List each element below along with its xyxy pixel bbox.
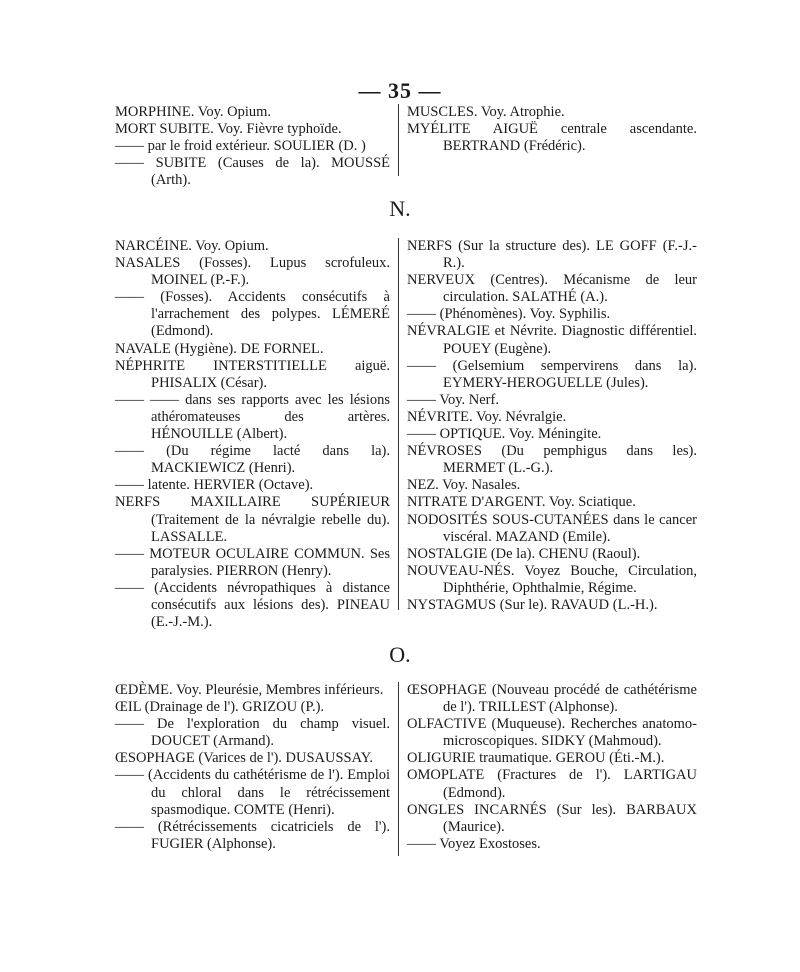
index-entry: NÉVRITE. Voy. Névralgie.: [407, 408, 567, 425]
index-entry: —— (Fosses). Accidents consécutifs à l'arrachement des polypes. LÉMERÉ (Edmond).: [115, 289, 390, 340]
index-entry: NERVEUX (Centres). Mécanisme de leur circulation. SALATHÉ (A.).: [407, 272, 697, 306]
section-n-left-column: [115, 238, 390, 631]
column-divider: [398, 104, 399, 176]
index-entry: OMOPLATE (Fractures de l'). LARTIGAU (Edmond).: [407, 767, 697, 801]
index-entry: NÉPHRITE INTERSTITIELLE aiguë. PHISALIX (César).: [115, 357, 390, 391]
index-entry: —— MOTEUR OCULAIRE COMMUN. Ses paralysies. PIERRON (Henry).: [115, 545, 390, 579]
index-entry: ŒDÈME. Voy. Pleurésie, Membres inférieurs.: [115, 682, 384, 698]
index-entry: NÉVROSES (Du pemphigus dans les). MERMET (L.-G.).: [407, 443, 697, 477]
index-entry: NITRATE D'ARGENT. Voy. Sciatique.: [407, 494, 636, 511]
section-m-right-column: [407, 104, 697, 155]
index-entry: —— —— dans ses rapports avec les lésions athéromateuses des artères. HÉNOUILLE (Albert).: [115, 391, 390, 443]
index-entry: MORPHINE. Voy. Opium.: [115, 104, 272, 120]
index-entry: ONGLES INCARNÉS (Sur les). BARBAUX (Maurice).: [407, 801, 697, 835]
index-entry: —— par le froid extérieur. SOULIER (D. ): [115, 138, 366, 155]
index-entry: NÉVRALGIE et Névrite. Diagnostic différentiel. POUEY (Eugène).: [407, 323, 697, 357]
index-entry: MUSCLES. Voy. Atrophie.: [407, 104, 565, 120]
index-entry: —— (Accidents du cathétérisme de l'). Emploi du chloral dans le rétrécissement spasmodique. COMTE (Henri).: [115, 767, 390, 818]
index-entry: NERFS MAXILLAIRE SUPÉRIEUR (Traitement de la névralgie rebelle du). LASSALLE.: [115, 494, 390, 545]
index-entry: ŒSOPHAGE (Nouveau procédé de cathétérisme de l'). TRILLEST (Alphonse).: [407, 682, 697, 716]
index-entry: NERFS (Sur la structure des). LE GOFF (F.-J.-R.).: [407, 238, 697, 272]
index-entry: —— (Rétrécissements cicatriciels de l'). FUGIER (Alphonse).: [115, 818, 390, 852]
index-entry: —— (Du régime lacté dans la). MACKIEWICZ (Henri).: [115, 443, 390, 477]
index-entry: —— OPTIQUE. Voy. Méningite.: [407, 426, 602, 443]
index-entry: —— Voyez Exostoses.: [407, 835, 541, 852]
section-letter-n: N.: [389, 196, 411, 221]
index-entry: —— Voy. Nerf.: [407, 391, 499, 408]
index-entry: NEZ. Voy. Nasales.: [407, 477, 521, 494]
section-m-left-column: [115, 104, 390, 189]
section-n-right-column: [407, 238, 697, 614]
index-entry: NOSTALGIE (De la). CHENU (Raoul).: [407, 545, 641, 562]
index-entry: —— (Accidents névropathiques à distance consécutifs aux lésions des). PINEAU (E.-J.-M.).: [115, 579, 390, 631]
section-o-left-column: [115, 682, 390, 853]
index-entry: —— (Phénomènes). Voy. Syphilis.: [407, 306, 611, 323]
index-entry: MORT SUBITE. Voy. Fièvre typhoïde.: [115, 121, 342, 138]
index-entry: —— (Gelsemium sempervirens dans la). EYMERY-HEROGUELLE (Jules).: [407, 357, 697, 391]
index-entry: ŒSOPHAGE (Varices de l'). DUSAUSSAY.: [115, 750, 373, 767]
page-number: — 35 —: [358, 78, 442, 103]
section-m: [115, 104, 697, 189]
index-entry: NOUVEAU-NÉS. Voyez Bouche, Circulation, Diphthérie, Ophthalmie, Régime.: [407, 562, 697, 596]
section-o: [115, 682, 695, 862]
index-entry: OLIGURIE traumatique. GEROU (Éti.-M.).: [407, 750, 665, 767]
index-entry: OLFACTIVE (Muqueuse). Recherches anatomo-microscopiques. SIDKY (Mahmoud).: [407, 716, 697, 750]
column-divider: [398, 238, 399, 610]
section-o-right-column: [407, 682, 697, 853]
index-entry: —— latente. HERVIER (Octave).: [115, 477, 314, 494]
index-entry: NARCÉINE. Voy. Opium.: [115, 238, 269, 254]
index-entry: —— SUBITE (Causes de la). MOUSSÉ (Arth).: [115, 155, 390, 189]
index-entry: ŒIL (Drainage de l'). GRIZOU (P.).: [115, 699, 325, 716]
index-entry: NYSTAGMUS (Sur le). RAVAUD (L.-H.).: [407, 596, 658, 613]
section-n: [115, 238, 697, 631]
index-entry: NAVALE (Hygiène). DE FORNEL.: [115, 340, 324, 357]
index-entry: NASALES (Fosses). Lupus scrofuleux. MOINEL (P.-F.).: [115, 255, 390, 289]
index-entry: —— De l'exploration du champ visuel. DOUCET (Armand).: [115, 716, 390, 750]
column-divider: [398, 682, 399, 856]
index-entry: MYÉLITE AIGUË centrale ascendante. BERTRAND (Frédéric).: [407, 121, 697, 155]
index-entry: NODOSITÉS SOUS-CUTANÉES dans le cancer viscéral. MAZAND (Emile).: [407, 511, 697, 545]
section-letter-o: O.: [389, 642, 411, 667]
